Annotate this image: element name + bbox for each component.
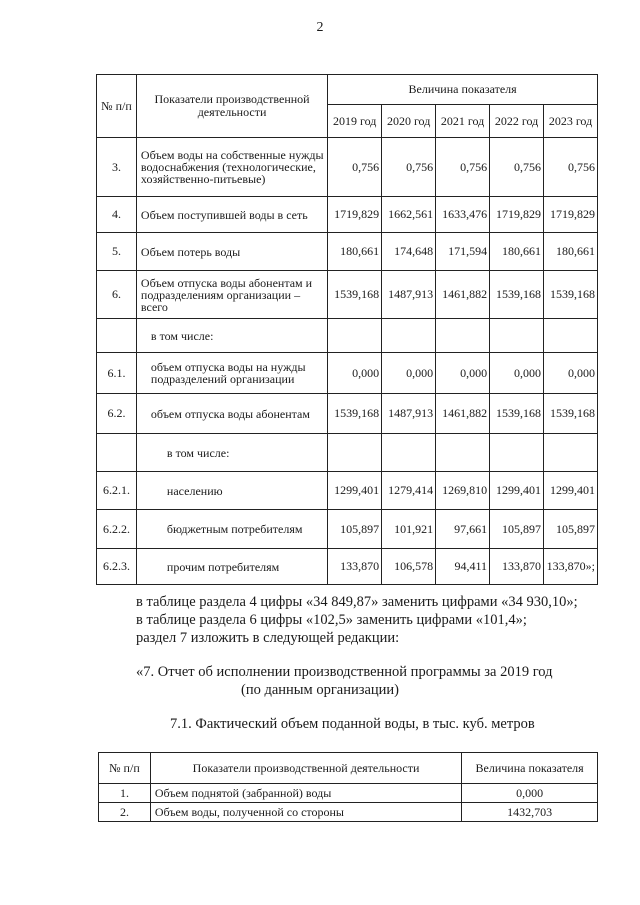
header-year: 2021 год (436, 105, 490, 138)
row-value: 1539,168 (544, 394, 598, 434)
row-label: Объем воды, полученной со стороны (150, 803, 461, 822)
row-value (382, 319, 436, 353)
row-value: 0,000 (382, 353, 436, 394)
row-value: 1461,882 (436, 271, 490, 319)
row-value: 1269,810 (436, 472, 490, 510)
header-num: № п/п (97, 75, 137, 138)
table-row (97, 549, 598, 585)
row-value: 101,921 (382, 510, 436, 549)
row-value: 97,661 (436, 510, 490, 549)
row-value: 105,897 (328, 510, 382, 549)
row-num: 6.2.3. (97, 549, 137, 585)
header-indicator: Показатели производственной деятельности (150, 753, 461, 784)
row-value: 0,000 (544, 353, 598, 394)
amendment-paragraph: в таблице раздела 4 цифры «34 849,87» заменить цифрами «34 930,10»; (136, 594, 578, 610)
row-value: 1487,913 (382, 394, 436, 434)
row-num: 3. (97, 138, 137, 197)
table-row (97, 394, 598, 434)
table-row (97, 319, 598, 353)
row-value: 1719,829 (490, 197, 544, 233)
row-num: 6. (97, 271, 137, 319)
row-value (328, 434, 382, 472)
row-value (544, 319, 598, 353)
row-value: 133,870 (490, 549, 544, 585)
row-value: 133,870 (328, 549, 382, 585)
table-row (97, 233, 598, 271)
header-year: 2020 год (382, 105, 436, 138)
row-value: 0,756 (328, 138, 382, 197)
section-subtitle: (по данным организации) (240, 682, 399, 698)
row-value: 1719,829 (328, 197, 382, 233)
row-value (544, 434, 598, 472)
row-label: Объем воды на собственные нужды водоснабжения (технологические, хозяйственно-питьевые) (136, 138, 327, 197)
table-row (97, 197, 598, 233)
row-value: 180,661 (490, 233, 544, 271)
table-row (97, 510, 598, 549)
row-label: в том числе: (136, 319, 327, 353)
row-value: 171,594 (436, 233, 490, 271)
row-num: 6.1. (97, 353, 137, 394)
row-label: населению (136, 472, 327, 510)
row-value: 180,661 (328, 233, 382, 271)
row-value: 0,000 (490, 353, 544, 394)
row-value: 1487,913 (382, 271, 436, 319)
amendment-paragraph: раздел 7 изложить в следующей редакции: (136, 630, 400, 646)
page-number: 2 (316, 20, 324, 35)
row-num: 4. (97, 197, 137, 233)
amendment-paragraph: в таблице раздела 6 цифры «102,5» заменить цифрами «101,4»; (136, 612, 527, 628)
row-value: 1461,882 (436, 394, 490, 434)
row-value (490, 319, 544, 353)
row-label: объем отпуска воды абонентам (136, 394, 327, 434)
row-value (490, 434, 544, 472)
header-value-group: Величина показателя (328, 75, 598, 105)
row-value: 1299,401 (544, 472, 598, 510)
row-label: Объем поднятой (забранной) воды (150, 784, 461, 803)
header-num: № п/п (99, 753, 151, 784)
row-value: 1539,168 (490, 394, 544, 434)
row-value: 1633,476 (436, 197, 490, 233)
row-value: 0,756 (490, 138, 544, 197)
row-label: Объем отпуска воды абонентам и подразделениям организации – всего (136, 271, 327, 319)
subsection-title: 7.1. Фактический объем поданной воды, в тыс. куб. метров (170, 716, 535, 732)
row-value: 0,756 (544, 138, 598, 197)
table-row (99, 803, 598, 822)
row-value: 105,897 (490, 510, 544, 549)
row-value: 1662,561 (382, 197, 436, 233)
row-label: объем отпуска воды на нужды подразделений организации (136, 353, 327, 394)
row-value: 174,648 (382, 233, 436, 271)
row-value: 1539,168 (544, 271, 598, 319)
row-num: 1. (99, 784, 151, 803)
row-value: 0,000 (436, 353, 490, 394)
row-value: 1539,168 (328, 394, 382, 434)
row-label: Объем поступившей воды в сеть (136, 197, 327, 233)
row-value (382, 434, 436, 472)
table-row (97, 353, 598, 394)
table-row (97, 472, 598, 510)
row-value (328, 319, 382, 353)
row-value: 0,756 (382, 138, 436, 197)
header-indicator: Показатели производственной деятельности (136, 75, 327, 138)
header-year: 2023 год (544, 105, 598, 138)
row-value: 0,000 (328, 353, 382, 394)
row-value: 0,000 (462, 784, 598, 803)
row-label: в том числе: (136, 434, 327, 472)
row-value: 1299,401 (490, 472, 544, 510)
table-row (97, 271, 598, 319)
production-indicators-table (96, 74, 598, 585)
row-value: 1539,168 (490, 271, 544, 319)
row-value: 180,661 (544, 233, 598, 271)
row-value: 1279,414 (382, 472, 436, 510)
row-value: 1299,401 (328, 472, 382, 510)
row-value: 0,756 (436, 138, 490, 197)
row-value: 1539,168 (328, 271, 382, 319)
row-num: 6.2. (97, 394, 137, 434)
row-value (436, 319, 490, 353)
row-value: 133,870»; (544, 549, 598, 585)
row-value (436, 434, 490, 472)
table-row (97, 138, 598, 197)
row-num: 6.2.1. (97, 472, 137, 510)
row-label: бюджетным потребителям (136, 510, 327, 549)
table-row (99, 784, 598, 803)
table-row (97, 434, 598, 472)
row-num: 2. (99, 803, 151, 822)
row-value: 94,411 (436, 549, 490, 585)
row-label: Объем потерь воды (136, 233, 327, 271)
section-title: «7. Отчет об исполнении производственной программы за 2019 год (136, 664, 553, 680)
row-value: 1719,829 (544, 197, 598, 233)
header-year: 2019 год (328, 105, 382, 138)
row-num (97, 319, 137, 353)
row-num: 5. (97, 233, 137, 271)
header-year: 2022 год (490, 105, 544, 138)
supplied-water-table (98, 752, 598, 822)
row-num: 6.2.2. (97, 510, 137, 549)
row-value: 105,897 (544, 510, 598, 549)
header-value: Величина показателя (462, 753, 598, 784)
row-value: 1432,703 (462, 803, 598, 822)
row-label: прочим потребителям (136, 549, 327, 585)
row-num (97, 434, 137, 472)
row-value: 106,578 (382, 549, 436, 585)
